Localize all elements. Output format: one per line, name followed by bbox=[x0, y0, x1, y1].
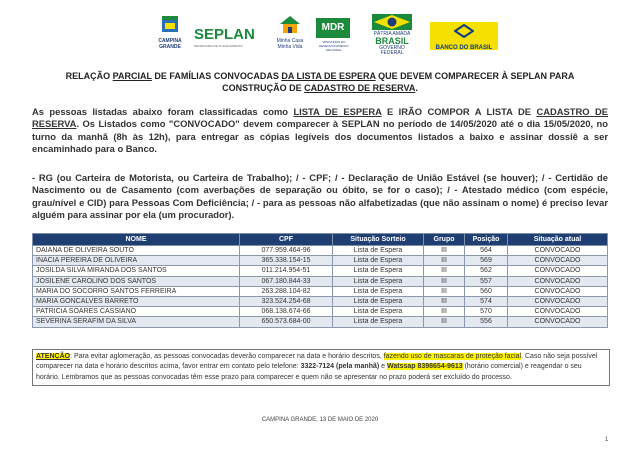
table-cell: 077.959.464-96 bbox=[240, 246, 333, 256]
house-icon bbox=[278, 14, 302, 34]
table-cell: Lista de Espera bbox=[333, 296, 424, 306]
brasil-text: BRASIL bbox=[375, 36, 409, 46]
table-cell: SEVERINA SERAFIM DA SILVA bbox=[33, 317, 240, 327]
table-cell: MARIA DO SOCORRO SANTOS FERREIRA bbox=[33, 286, 240, 296]
intro-text: . Os Listados como "CONVOCADO" devem comparecer à SEPLAN no período de 14/05/2020 até o dia 15/05/2020, no turno da manhã (8h às 12h), para entregar as cópias legíveis dos documentos listados a baixo e assinar dossiê a ser encaminhado para o Banco. bbox=[32, 118, 608, 154]
table-cell: CONVOCADO bbox=[508, 296, 608, 306]
column-header: Posição bbox=[465, 234, 508, 246]
table-cell: 323.524.254-68 bbox=[240, 296, 333, 306]
table-cell: Lista de Espera bbox=[333, 246, 424, 256]
intro-underlined: CADASTRO DE RESERVA bbox=[32, 106, 608, 130]
table-cell: 067.180.844-33 bbox=[240, 276, 333, 286]
column-header: NOME bbox=[33, 234, 240, 246]
table-header-row bbox=[33, 234, 608, 246]
title-underlined: CADASTRO DE RESERVA bbox=[304, 83, 416, 93]
table-cell: CONVOCADO bbox=[508, 317, 608, 327]
attention-label: ATENÇÃO bbox=[36, 353, 71, 360]
column-header: CPF bbox=[240, 234, 333, 246]
attention-notice bbox=[32, 349, 610, 386]
table-cell: CONVOCADO bbox=[508, 266, 608, 276]
title-text: . bbox=[415, 83, 418, 93]
table-cell: 570 bbox=[465, 307, 508, 317]
table-cell: 556 bbox=[465, 317, 508, 327]
notice-text: e bbox=[379, 363, 387, 371]
title-text: DE FAMÍLIAS CONVOCADAS bbox=[151, 71, 282, 81]
table-cell: III bbox=[424, 246, 465, 256]
table-row bbox=[33, 286, 608, 296]
column-header: Grupo bbox=[424, 234, 465, 246]
table-cell: 068.138.674-66 bbox=[240, 307, 333, 317]
table-row bbox=[33, 307, 608, 317]
title-text: RELAÇÃO bbox=[65, 71, 113, 81]
table-cell: Lista de Espera bbox=[333, 307, 424, 317]
table-cell: 562 bbox=[465, 266, 508, 276]
mdr-logo bbox=[316, 18, 352, 50]
column-header: Situação Sorteio bbox=[333, 234, 424, 246]
table-cell: PATRICIA SOARES CASSIANO bbox=[33, 307, 240, 317]
table-cell: III bbox=[424, 317, 465, 327]
table-cell: CONVOCADO bbox=[508, 246, 608, 256]
title-underlined: DA LISTA DE ESPERA bbox=[281, 71, 376, 81]
intro-paragraph bbox=[32, 106, 608, 155]
seplan-subtitle: SECRETARIA DE PLANEJAMENTO bbox=[194, 44, 243, 48]
table-cell: CONVOCADO bbox=[508, 307, 608, 317]
intro-text: As pessoas listadas abaixo foram classificadas como bbox=[32, 106, 294, 117]
table-cell: MARIA GONCALVES BARRETO bbox=[33, 296, 240, 306]
table-cell: III bbox=[424, 286, 465, 296]
table-cell: Lista de Espera bbox=[333, 286, 424, 296]
table-cell: 365.338.154-15 bbox=[240, 256, 333, 266]
table-cell: CONVOCADO bbox=[508, 256, 608, 266]
convocation-table bbox=[32, 233, 608, 328]
notice-text: : Para evitar aglomeração, as pessoas convocadas deverão comparecer na data e horário descritos, bbox=[70, 353, 384, 360]
table-cell: Lista de Espera bbox=[333, 276, 424, 286]
table-cell: 560 bbox=[465, 286, 508, 296]
table-cell: CONVOCADO bbox=[508, 276, 608, 286]
table-cell: III bbox=[424, 266, 465, 276]
table-row bbox=[33, 256, 608, 266]
campina-grande-logo bbox=[150, 14, 190, 58]
page-number: 1 bbox=[605, 437, 609, 443]
logo-text-line: GOVERNO FEDERAL bbox=[379, 45, 405, 56]
notice-text: (horário comercial) e reagendar o seu horário. Lembramos que as pessoas convocadas têm esse prazo para comparecer e quem não se apresentar no prazo poderá ser excluído do processo. bbox=[36, 363, 582, 381]
title-text: QUE DEVEM COMPARECER À SEPLAN PARA CONSTRUÇÃO DE bbox=[222, 71, 575, 93]
notice-text: . Caso não seja possível comparecer na data e horário descritos acima, favor entrar em contato pelo telefone: bbox=[36, 353, 598, 371]
table-cell: 650.573.684-00 bbox=[240, 317, 333, 327]
table-cell: Lista de Espera bbox=[333, 317, 424, 327]
city-emblem-icon bbox=[159, 14, 181, 34]
table-cell: 569 bbox=[465, 256, 508, 266]
logo-text-line: Minha Vida bbox=[277, 44, 303, 50]
table-cell: INACIA PEREIRA DE OLIVEIRA bbox=[33, 256, 240, 266]
minha-casa-minha-vida-logo bbox=[270, 14, 310, 58]
table-row bbox=[33, 296, 608, 306]
logo-text-line: CAMPINA bbox=[158, 38, 182, 44]
seplan-logo bbox=[194, 26, 256, 52]
mdr-text: MDR bbox=[316, 18, 350, 38]
mdr-subtitle: MINISTÉRIO DO DESENVOLVIMENTO REGIONAL bbox=[319, 40, 349, 52]
documents-paragraph: - RG (ou Carteira de Motorista, ou Carteira de Trabalho); / - CPF; / - Declaração de União Estável (se houver); / - Certidão de Nascimento ou de Casamento (com averbações de separação ou óbito, se for o caso); / - Atestado médico (com espécie, grau/nível e CID) para Pessoas Com Deficiência; / - para as pessoas não alfabetizadas (que não assinam o nome) é preciso levar alguém para assinar por ela (um procurador). bbox=[32, 172, 608, 220]
logo-bar bbox=[150, 14, 510, 58]
table-cell: DAIANA DE OLIVEIRA SOUTO bbox=[33, 246, 240, 256]
table-cell: III bbox=[424, 307, 465, 317]
phone-number: 3322-7124 (pela manhã) bbox=[300, 363, 380, 371]
page-title bbox=[50, 70, 590, 94]
table-cell: 564 bbox=[465, 246, 508, 256]
table-cell: CONVOCADO bbox=[508, 286, 608, 296]
table-row bbox=[33, 276, 608, 286]
intro-text: E IRÃO COMPOR A LISTA DE bbox=[381, 106, 537, 117]
column-header: Situação atual bbox=[508, 234, 608, 246]
table-cell: JOSILDA SILVA MIRANDA DOS SANTOS bbox=[33, 266, 240, 276]
table-cell: III bbox=[424, 256, 465, 266]
table-cell: Lista de Espera bbox=[333, 256, 424, 266]
table-cell: III bbox=[424, 296, 465, 306]
logo-text-line: GRANDE bbox=[159, 44, 181, 50]
footer-date: CAMPINA GRANDE, 13 DE MAIO DE 2020 bbox=[261, 417, 379, 423]
notice-highlight: fazendo uso de mascaras de proteção facial bbox=[383, 353, 522, 360]
seplan-text: SEPLAN bbox=[194, 26, 255, 43]
bank-symbol-icon bbox=[454, 24, 474, 38]
intro-underlined: LISTA DE ESPERA bbox=[293, 106, 382, 117]
table-cell: III bbox=[424, 276, 465, 286]
table-cell: 557 bbox=[465, 276, 508, 286]
table-cell: 574 bbox=[465, 296, 508, 306]
brazil-flag-icon bbox=[372, 14, 412, 30]
logo-text-line: Minha Casa bbox=[276, 38, 304, 44]
governo-federal-logo bbox=[370, 14, 414, 58]
table-cell: 011.214.954-51 bbox=[240, 266, 333, 276]
table-cell: JOSILENE CAROLINO DOS SANTOS bbox=[33, 276, 240, 286]
banco-do-brasil-text: BANCO DO BRASIL bbox=[435, 45, 493, 51]
table-cell: Lista de Espera bbox=[333, 266, 424, 276]
table-row bbox=[33, 246, 608, 256]
table-row bbox=[33, 317, 608, 327]
title-underlined: PARCIAL bbox=[112, 71, 152, 81]
banco-do-brasil-logo bbox=[430, 22, 498, 50]
logo-text-line: PÁTRIA AMADA bbox=[373, 31, 411, 37]
whatsapp-number: Watssap 8398654-9613 bbox=[387, 363, 463, 371]
table-cell: 263.288.104-82 bbox=[240, 286, 333, 296]
table-row bbox=[33, 266, 608, 276]
